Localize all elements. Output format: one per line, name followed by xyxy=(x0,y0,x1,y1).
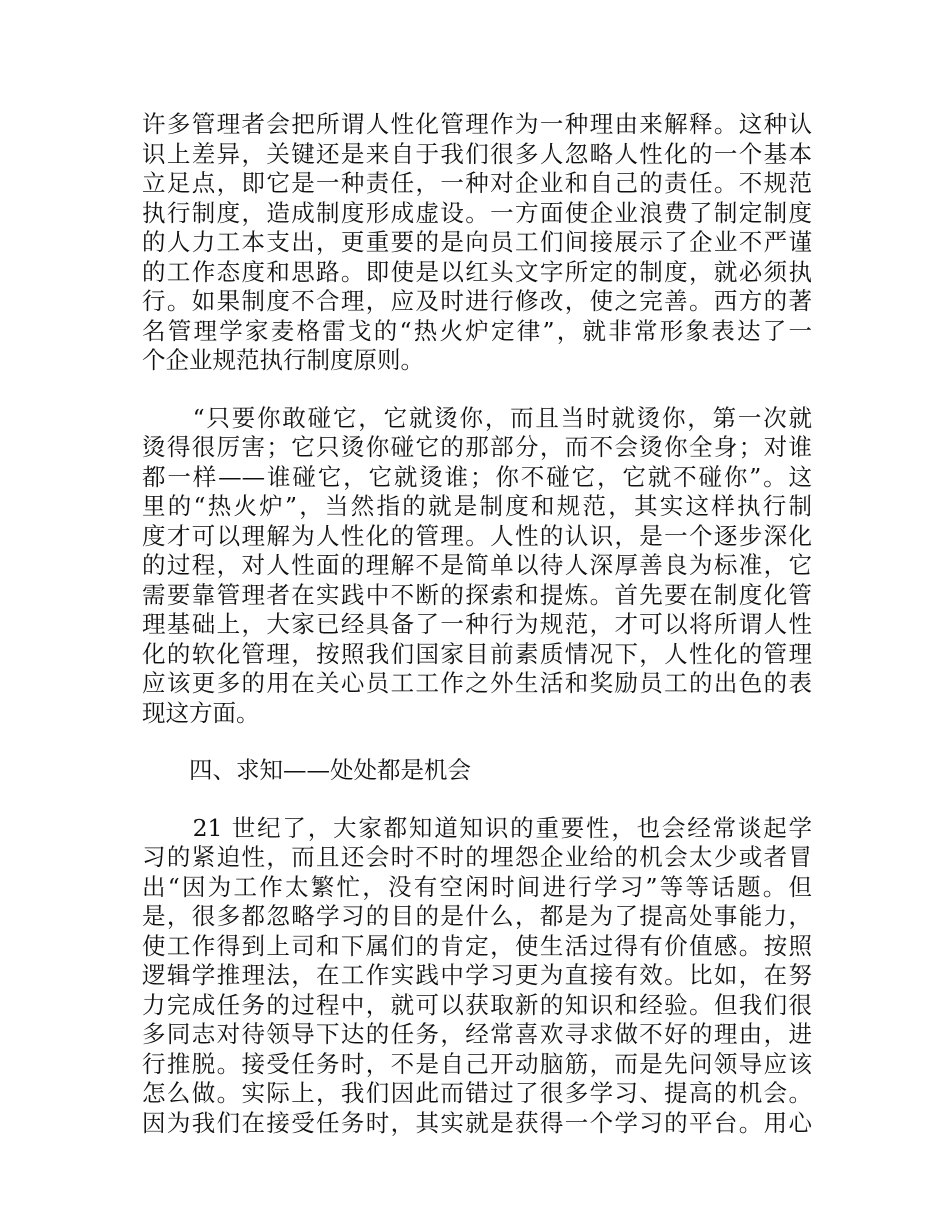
text-line: 化的软化管理，按照我们国家目前素质情况下，人性化的管理 xyxy=(142,639,812,668)
text-line: 行推脱。接受任务时，不是自己开动脑筋，而是先问领导应该 xyxy=(142,1049,812,1078)
section-heading: 四、求知——处处都是机会 xyxy=(142,756,471,784)
text-line: 理基础上，大家已经具备了一种行为规范，才可以将所谓人性 xyxy=(142,610,812,638)
text-line: 的过程，对人性面的理解不是简单以待人深厚善良为标准，它 xyxy=(142,551,812,579)
text-line: 应该更多的用在关心员工工作之外生活和奖励员工的出色的表 xyxy=(142,669,812,697)
text-line: 力完成任务的过程中，就可以获取新的知识和经验。但我们很 xyxy=(142,990,812,1019)
text-line: 使工作得到上司和下属们的肯定，使生活过得有价值感。按照 xyxy=(142,931,812,960)
text-line: 烫得很厉害；它只烫你碰它的那部分，而不会烫你全身；对谁 xyxy=(142,433,812,461)
text-line: 立足点，即它是一种责任，一种对企业和自己的责任。不规范 xyxy=(142,169,812,197)
text-line: 怎么做。实际上，我们因此而错过了很多学习、提高的机会。 xyxy=(142,1079,812,1107)
text-line: 现这方面。 xyxy=(142,698,260,727)
text-line: 逻辑学推理法，在工作实践中学习更为直接有效。比如，在努 xyxy=(142,961,812,989)
text-line: 名管理学家麦格雷戈的“热火炉定律”，就非常形象表达了一 xyxy=(142,316,812,345)
text-line: 需要靠管理者在实践中不断的探索和提炼。首先要在制度化管 xyxy=(142,580,812,609)
text-line: 许多管理者会把所谓人性化管理作为一种理由来解释。这种认 xyxy=(142,110,812,138)
text-line: 行。如果制度不合理，应及时进行修改，使之完善。西方的著 xyxy=(142,287,812,315)
text-line: 出“因为工作太繁忙，没有空闲时间进行学习”等等话题。但 xyxy=(142,872,812,901)
text-line: 因为我们在接受任务时，其实就是获得一个学习的平台。用心 xyxy=(142,1108,812,1137)
paragraph-hot-stove-law xyxy=(142,110,812,376)
text-line: 识上差异，关键还是来自于我们很多人忽略人性化的一个基本 xyxy=(142,139,812,168)
text-line: 多同志对待领导下达的任务，经常喜欢寻求做不好的理由，进 xyxy=(142,1020,812,1048)
text-line: 个企业规范执行制度原则。 xyxy=(142,346,424,374)
text-line: 度才可以理解为人性化的管理。人性的认识，是一个逐步深化 xyxy=(142,521,812,550)
text-line: 里的“热火炉”，当然指的就是制度和规范，其实这样执行制 xyxy=(142,492,812,520)
paragraph-stove-quote xyxy=(142,404,812,729)
text-line: “只要你敢碰它，它就烫你，而且当时就烫你，第一次就 xyxy=(142,403,812,432)
text-line: 是，很多都忽略学习的目的是什么，都是为了提高处事能力， xyxy=(142,902,812,930)
document-body xyxy=(142,110,812,1166)
text-line: 习的紧迫性，而且还会时不时的埋怨企业给的机会太少或者冒 xyxy=(142,843,812,871)
text-line: 执行制度，造成制度形成虚设。一方面使企业浪费了制定制度 xyxy=(142,198,812,227)
text-line: 的工作态度和思路。即使是以红头文字所定的制度，就必须执 xyxy=(142,257,812,286)
text-line: 21 世纪了，大家都知道知识的重要性，也会经常谈起学 xyxy=(142,813,812,842)
text-line: 都一样——谁碰它，它就烫谁；你不碰它，它就不碰你”。这 xyxy=(142,462,812,491)
text-line: 的人力工本支出，更重要的是向员工们间接展示了企业不严谨 xyxy=(142,228,812,256)
paragraph-learning xyxy=(142,814,812,1139)
